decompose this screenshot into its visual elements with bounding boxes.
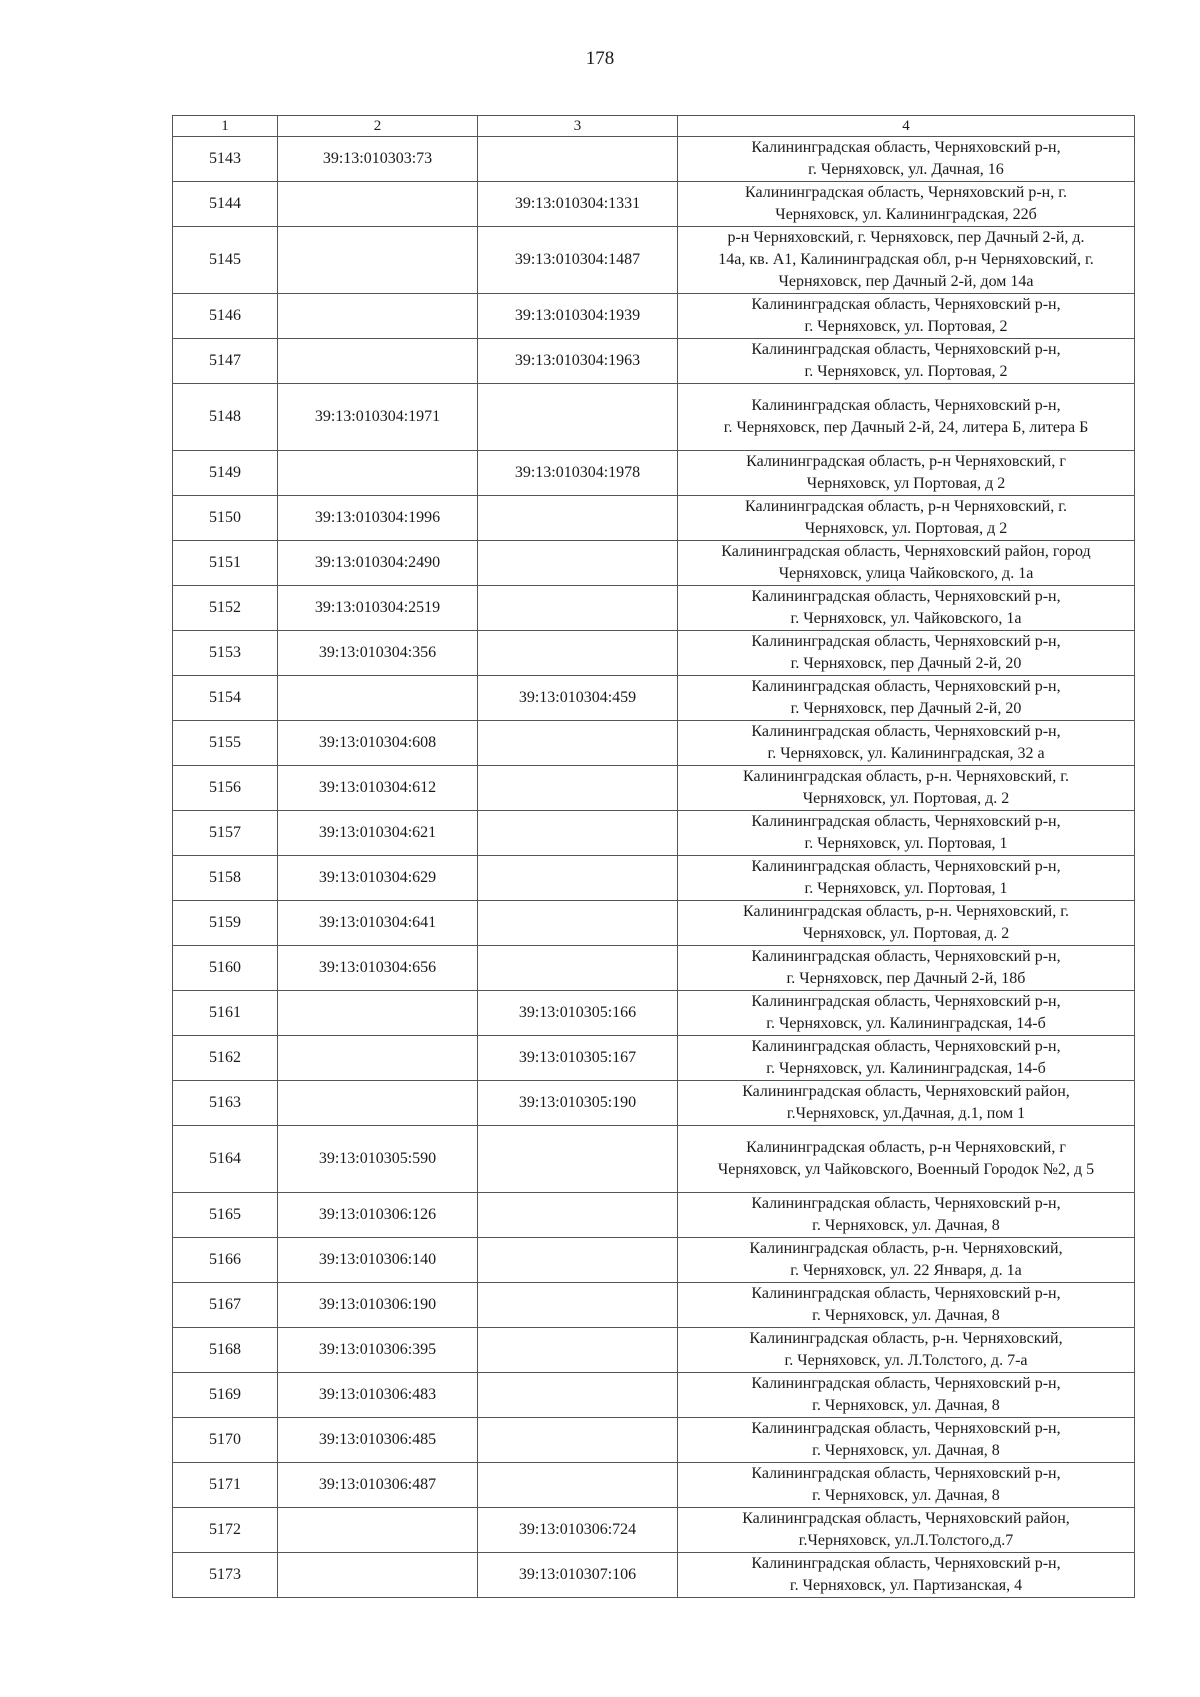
row-number: 5145 <box>173 227 278 294</box>
cadastral-number-col2 <box>278 676 478 721</box>
table-row <box>173 1283 1135 1328</box>
table-row <box>173 1463 1135 1508</box>
address-cell: Калининградская область, Черняховский р-н, г. Черняховск, ул. Калининградская, 22б <box>678 182 1135 227</box>
row-number: 5161 <box>173 991 278 1036</box>
header-col-3: 3 <box>478 116 678 137</box>
cadastral-number-col3 <box>478 1283 678 1328</box>
cadastral-number-col2: 39:13:010306:487 <box>278 1463 478 1508</box>
address-cell: Калининградская область, Черняховский р-н, г. Черняховск, пер Дачный 2-й, 24, литера Б, литера Б <box>678 384 1135 451</box>
cadastral-number-col3 <box>478 811 678 856</box>
cadastral-number-col2: 39:13:010304:621 <box>278 811 478 856</box>
row-number: 5162 <box>173 1036 278 1081</box>
cadastral-number-col2: 39:13:010304:641 <box>278 901 478 946</box>
cadastral-number-col3 <box>478 1463 678 1508</box>
row-number: 5159 <box>173 901 278 946</box>
cadastral-number-col3 <box>478 766 678 811</box>
cadastral-number-col3 <box>478 721 678 766</box>
address-cell: Калининградская область, Черняховский р-н, г. Черняховск, ул. Калининградская, 32 а <box>678 721 1135 766</box>
row-number: 5166 <box>173 1238 278 1283</box>
header-row <box>173 116 1135 137</box>
cadastral-number-col3 <box>478 856 678 901</box>
address-cell: Калининградская область, р-н. Черняховский, г. Черняховск, ул. Портовая, д. 2 <box>678 901 1135 946</box>
cadastral-number-col2 <box>278 991 478 1036</box>
row-number: 5163 <box>173 1081 278 1126</box>
table-row <box>173 991 1135 1036</box>
row-number: 5158 <box>173 856 278 901</box>
table-row <box>173 1193 1135 1238</box>
table-row <box>173 946 1135 991</box>
table-row <box>173 294 1135 339</box>
row-number: 5167 <box>173 1283 278 1328</box>
table-row <box>173 1418 1135 1463</box>
cadastral-number-col2: 39:13:010304:1996 <box>278 496 478 541</box>
cadastral-number-col2: 39:13:010305:590 <box>278 1126 478 1193</box>
table-row <box>173 1081 1135 1126</box>
address-cell: Калининградская область, Черняховский р-н, г. Черняховск, ул. Чайковского, 1а <box>678 586 1135 631</box>
cadastral-number-col3 <box>478 1418 678 1463</box>
cadastral-number-col2 <box>278 451 478 496</box>
row-number: 5156 <box>173 766 278 811</box>
table-row <box>173 901 1135 946</box>
cadastral-number-col2 <box>278 1081 478 1126</box>
row-number: 5157 <box>173 811 278 856</box>
row-number: 5169 <box>173 1373 278 1418</box>
address-cell: р-н Черняховский, г. Черняховск, пер Дачный 2-й, д. 14а, кв. А1, Калининградская обл, р-н Черняховский, г. Черняховск, пер Дачный 2-й, дом 14а <box>678 227 1135 294</box>
row-number: 5150 <box>173 496 278 541</box>
cadastral-number-col3: 39:13:010304:1978 <box>478 451 678 496</box>
table-row <box>173 1508 1135 1553</box>
table-row <box>173 541 1135 586</box>
address-cell: Калининградская область, Черняховский р-н, г. Черняховск, ул. Портовая, 1 <box>678 856 1135 901</box>
cadastral-number-col3 <box>478 1193 678 1238</box>
row-number: 5170 <box>173 1418 278 1463</box>
address-cell: Калининградская область, Черняховский р-н, г. Черняховск, ул. Калининградская, 14-б <box>678 1036 1135 1081</box>
cadastral-number-col2: 39:13:010306:126 <box>278 1193 478 1238</box>
address-cell: Калининградская область, р-н Черняховский, г. Черняховск, ул. Портовая, д 2 <box>678 496 1135 541</box>
cadastral-number-col3 <box>478 384 678 451</box>
cadastral-number-col2 <box>278 294 478 339</box>
cadastral-number-col3 <box>478 1328 678 1373</box>
address-cell: Калининградская область, Черняховский р-н, г. Черняховск, пер Дачный 2-й, 18б <box>678 946 1135 991</box>
cadastral-number-col3 <box>478 1373 678 1418</box>
table-row <box>173 182 1135 227</box>
cadastral-number-col3 <box>478 586 678 631</box>
cadastral-number-col2 <box>278 1036 478 1081</box>
row-number: 5172 <box>173 1508 278 1553</box>
row-number: 5147 <box>173 339 278 384</box>
row-number: 5153 <box>173 631 278 676</box>
address-cell: Калининградская область, Черняховский район, город Черняховск, улица Чайковского, д. 1а <box>678 541 1135 586</box>
row-number: 5160 <box>173 946 278 991</box>
address-cell: Калининградская область, Черняховский р-н, г. Черняховск, ул. Портовая, 1 <box>678 811 1135 856</box>
cadastral-number-col3: 39:13:010304:1331 <box>478 182 678 227</box>
cadastral-number-col3: 39:13:010304:1939 <box>478 294 678 339</box>
address-cell: Калининградская область, Черняховский р-н, г. Черняховск, пер Дачный 2-й, 20 <box>678 631 1135 676</box>
table-row <box>173 811 1135 856</box>
cadastral-number-col2: 39:13:010304:629 <box>278 856 478 901</box>
row-number: 5168 <box>173 1328 278 1373</box>
cadastral-number-col3: 39:13:010304:459 <box>478 676 678 721</box>
address-cell: Калининградская область, Черняховский р-н, г. Черняховск, ул. Портовая, 2 <box>678 339 1135 384</box>
row-number: 5154 <box>173 676 278 721</box>
cadastral-number-col2 <box>278 182 478 227</box>
cadastral-number-col2: 39:13:010304:656 <box>278 946 478 991</box>
cadastral-number-col3 <box>478 1238 678 1283</box>
table-row <box>173 451 1135 496</box>
cadastral-number-col3 <box>478 631 678 676</box>
cadastral-number-col2: 39:13:010304:356 <box>278 631 478 676</box>
address-cell: Калининградская область, Черняховский р-н, г. Черняховск, ул. Партизанская, 4 <box>678 1553 1135 1598</box>
table-body <box>173 137 1135 1598</box>
cadastral-number-col2: 39:13:010306:485 <box>278 1418 478 1463</box>
cadastral-number-col3: 39:13:010304:1487 <box>478 227 678 294</box>
row-number: 5155 <box>173 721 278 766</box>
address-cell: Калининградская область, р-н. Черняховский, г. Черняховск, ул. 22 Января, д. 1а <box>678 1238 1135 1283</box>
cadastral-number-col3 <box>478 496 678 541</box>
cadastral-number-col2: 39:13:010306:395 <box>278 1328 478 1373</box>
table-row <box>173 856 1135 901</box>
data-table <box>172 115 1135 1598</box>
row-number: 5171 <box>173 1463 278 1508</box>
cadastral-number-col2: 39:13:010306:190 <box>278 1283 478 1328</box>
address-cell: Калининградская область, Черняховский р-н, г. Черняховск, пер Дачный 2-й, 20 <box>678 676 1135 721</box>
row-number: 5151 <box>173 541 278 586</box>
table-row <box>173 137 1135 182</box>
cadastral-number-col2: 39:13:010304:2519 <box>278 586 478 631</box>
table-row <box>173 1036 1135 1081</box>
table-row <box>173 631 1135 676</box>
address-cell: Калининградская область, Черняховский р-н, г. Черняховск, ул. Портовая, 2 <box>678 294 1135 339</box>
address-cell: Калининградская область, р-н Черняховский, г Черняховск, ул Портовая, д 2 <box>678 451 1135 496</box>
cadastral-number-col2: 39:13:010303:73 <box>278 137 478 182</box>
cadastral-number-col3: 39:13:010305:167 <box>478 1036 678 1081</box>
row-number: 5165 <box>173 1193 278 1238</box>
row-number: 5148 <box>173 384 278 451</box>
row-number: 5144 <box>173 182 278 227</box>
table-row <box>173 1328 1135 1373</box>
cadastral-number-col2: 39:13:010304:612 <box>278 766 478 811</box>
address-cell: Калининградская область, Черняховский р-н, г. Черняховск, ул. Дачная, 8 <box>678 1463 1135 1508</box>
cadastral-number-col2 <box>278 1553 478 1598</box>
address-cell: Калининградская область, Черняховский район, г.Черняховск, ул.Дачная, д.1, пом 1 <box>678 1081 1135 1126</box>
address-cell: Калининградская область, Черняховский р-н, г. Черняховск, ул. Дачная, 16 <box>678 137 1135 182</box>
address-cell: Калининградская область, Черняховский р-н, г. Черняховск, ул. Дачная, 8 <box>678 1373 1135 1418</box>
table-row <box>173 1238 1135 1283</box>
address-cell: Калининградская область, р-н. Черняховский, г. Черняховск, ул. Портовая, д. 2 <box>678 766 1135 811</box>
row-number: 5146 <box>173 294 278 339</box>
address-cell: Калининградская область, Черняховский район, г.Черняховск, ул.Л.Толстого,д.7 <box>678 1508 1135 1553</box>
row-number: 5152 <box>173 586 278 631</box>
cadastral-number-col3: 39:13:010307:106 <box>478 1553 678 1598</box>
table-row <box>173 339 1135 384</box>
cadastral-number-col3: 39:13:010306:724 <box>478 1508 678 1553</box>
cadastral-number-col2: 39:13:010304:608 <box>278 721 478 766</box>
row-number: 5143 <box>173 137 278 182</box>
cadastral-number-col3 <box>478 1126 678 1193</box>
cadastral-number-col3: 39:13:010305:190 <box>478 1081 678 1126</box>
cadastral-number-col2: 39:13:010304:2490 <box>278 541 478 586</box>
header-col-2: 2 <box>278 116 478 137</box>
cadastral-number-col2 <box>278 339 478 384</box>
cadastral-number-col2 <box>278 1508 478 1553</box>
row-number: 5149 <box>173 451 278 496</box>
address-cell: Калининградская область, р-н Черняховский, г Черняховск, ул Чайковского, Военный Городок №2, д 5 <box>678 1126 1135 1193</box>
address-cell: Калининградская область, Черняховский р-н, г. Черняховск, ул. Дачная, 8 <box>678 1193 1135 1238</box>
page-number: 178 <box>585 48 615 69</box>
table-row <box>173 384 1135 451</box>
address-cell: Калининградская область, Черняховский р-н, г. Черняховск, ул. Дачная, 8 <box>678 1418 1135 1463</box>
cadastral-number-col3: 39:13:010305:166 <box>478 991 678 1036</box>
table-row <box>173 1373 1135 1418</box>
cadastral-number-col2: 39:13:010304:1971 <box>278 384 478 451</box>
cadastral-number-col2 <box>278 227 478 294</box>
table-row <box>173 496 1135 541</box>
table-row <box>173 227 1135 294</box>
cadastral-number-col3 <box>478 137 678 182</box>
table-row <box>173 676 1135 721</box>
row-number: 5164 <box>173 1126 278 1193</box>
cadastral-number-col2: 39:13:010306:483 <box>278 1373 478 1418</box>
cadastral-number-col3 <box>478 901 678 946</box>
cadastral-number-col3 <box>478 541 678 586</box>
table-row <box>173 586 1135 631</box>
table-row <box>173 1126 1135 1193</box>
address-cell: Калининградская область, р-н. Черняховский, г. Черняховск, ул. Л.Толстого, д. 7-а <box>678 1328 1135 1373</box>
header-col-4: 4 <box>678 116 1135 137</box>
address-cell: Калининградская область, Черняховский р-н, г. Черняховск, ул. Дачная, 8 <box>678 1283 1135 1328</box>
cadastral-number-col2: 39:13:010306:140 <box>278 1238 478 1283</box>
header-col-1: 1 <box>173 116 278 137</box>
table-row <box>173 721 1135 766</box>
table-row <box>173 1553 1135 1598</box>
cadastral-number-col3 <box>478 946 678 991</box>
cadastral-number-col3: 39:13:010304:1963 <box>478 339 678 384</box>
table-row <box>173 766 1135 811</box>
row-number: 5173 <box>173 1553 278 1598</box>
address-cell: Калининградская область, Черняховский р-н, г. Черняховск, ул. Калининградская, 14-б <box>678 991 1135 1036</box>
